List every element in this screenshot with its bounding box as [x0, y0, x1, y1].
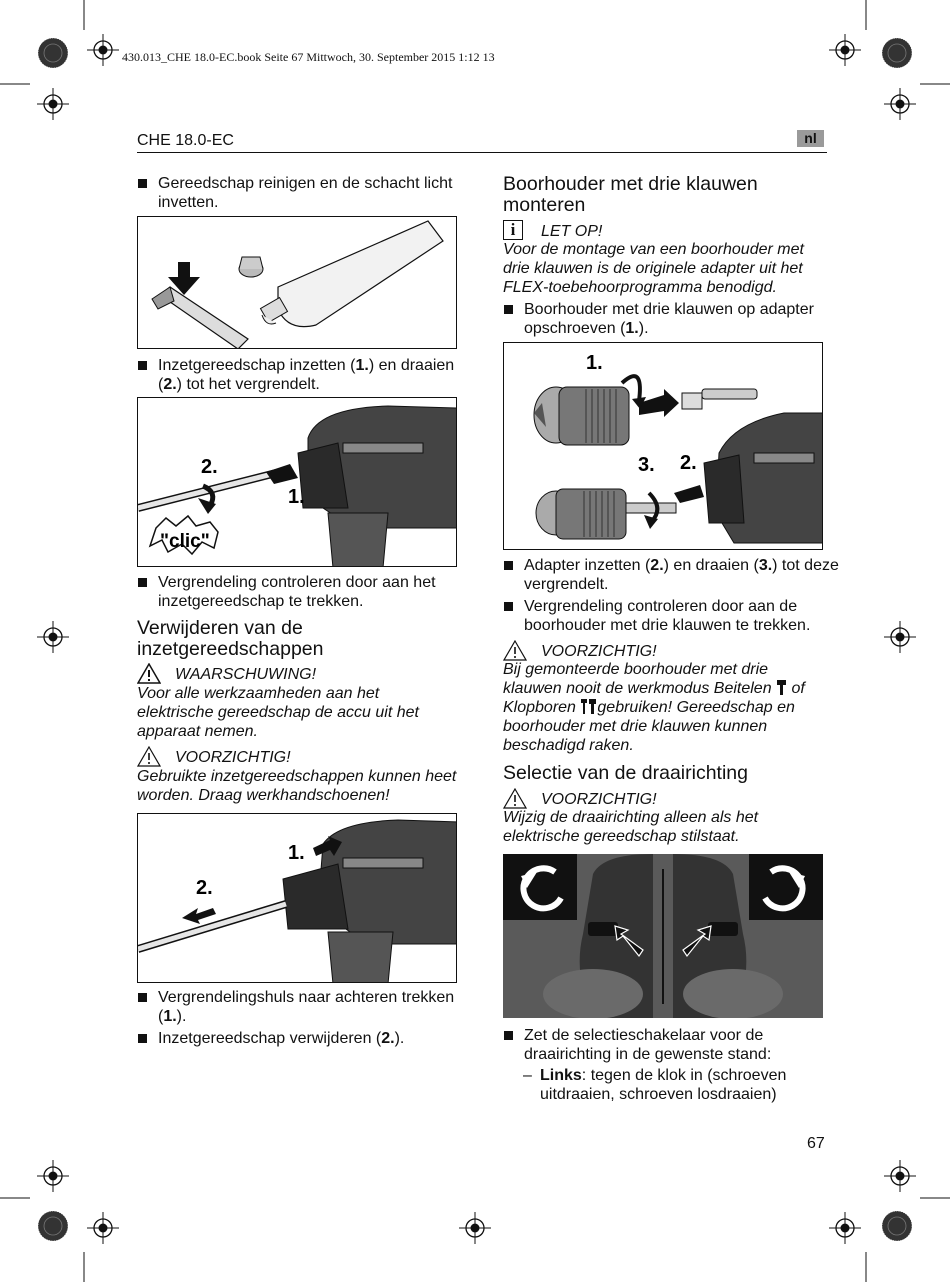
- note-text: Voor de montage van een boorhouder met drie klauwen is de originele adapter uit het FLEX-toebehoorprogramma benodigd.: [503, 241, 804, 296]
- page-number: 67: [807, 1135, 825, 1152]
- info-icon: i: [503, 220, 523, 240]
- caution-row: [503, 788, 657, 810]
- note-label: LET OP!: [541, 223, 603, 240]
- caution-text: Wijzig de draairichting alleen als het elektrische gereedschap stilstaat.: [503, 809, 759, 845]
- caution-text: Gebruikte inzetgereedschappen kunnen heet worden. Draag werkhandschoenen!: [137, 768, 457, 804]
- list-item: Zet de selectieschakelaar voor de draairichting in de gewenste stand:: [503, 1026, 847, 1064]
- list-item: Vergrendeling controleren door aan de boorhouder met drie klauwen te trekken.: [503, 597, 847, 635]
- click-sound-label: "clic": [160, 531, 210, 552]
- caution-text: Bij gemonteerde boorhouder met drie klauwen nooit de werkmodus Beitelen of Klopboren gebruiken! Gereedschap en boorhouder met drie klauwen kunnen beschadigd raken.: [503, 661, 805, 754]
- caution-row: [503, 640, 657, 662]
- list-item: Vergrendeling controleren door aan het inzetgereedschap te trekken.: [137, 573, 478, 611]
- chisel-mode-icon: [776, 679, 787, 696]
- right-arrow-icon: [639, 389, 679, 417]
- language-badge: nl: [797, 130, 824, 147]
- rotation-selector-illustration: [503, 854, 823, 1018]
- list-item: Adapter inzetten (2.) en draaien (3.) tot deze vergrendelt.: [503, 556, 847, 594]
- caution-triangle-icon: [503, 640, 527, 661]
- header-rule: [137, 152, 827, 153]
- page-header-title: CHE 18.0-EC: [137, 132, 234, 149]
- list-item: Gereedschap reinigen en de schacht licht invetten.: [137, 174, 458, 212]
- hammer-drill-mode-icon: [580, 698, 597, 715]
- book-info-line: 430.013_CHE 18.0-EC.book Seite 67 Mittwoch, 30. September 2015 1:12 13: [122, 50, 495, 64]
- warning-label: WAARSCHUWING!: [175, 666, 317, 683]
- list-item: Vergrendelingshuls naar achteren trekken (1.).: [137, 988, 478, 1026]
- caution-triangle-icon: [503, 788, 527, 809]
- dash-item: – Links: tegen de klok in (schroeven uitdraaien, schroeven losdraaien): [523, 1067, 787, 1103]
- caution-triangle-icon: [137, 746, 161, 767]
- step-label: 1.: [288, 842, 305, 864]
- warning-text: Voor alle werkzaamheden aan het elektrische gereedschap de accu uit het apparaat nemen.: [137, 685, 419, 740]
- caution-row: [137, 746, 291, 768]
- section-heading: Selectie van de draairichting: [503, 762, 748, 784]
- right-arrow-icon: [674, 485, 704, 503]
- list-item: Inzetgereedschap inzetten (1.) en draaien (2.) tot het vergrendelt.: [137, 356, 458, 394]
- figure-rotation-selector: [503, 854, 823, 1018]
- caution-label: VOORZICHTIG!: [175, 749, 291, 766]
- list-item: Boorhouder met drie klauwen op adapter opschroeven (1.).: [503, 300, 847, 338]
- insert-tool-illustration: [138, 398, 457, 567]
- step-label: 1.: [288, 486, 305, 508]
- step-label: 2.: [201, 456, 218, 478]
- caution-label: VOORZICHTIG!: [541, 643, 657, 660]
- caution-label: VOORZICHTIG!: [541, 791, 657, 808]
- remove-tool-illustration: [138, 814, 457, 983]
- step-label: 2.: [196, 877, 213, 899]
- right-arrow-icon: [266, 464, 298, 484]
- step-label: 2.: [680, 452, 697, 474]
- section-heading: Boorhouder met drie klauwen monteren: [503, 173, 758, 216]
- warning-row: [137, 663, 317, 685]
- step-label: 3.: [638, 454, 655, 476]
- left-arrow-icon: [182, 908, 216, 924]
- figure-remove-tool: [137, 813, 457, 983]
- grease-tube-illustration: [138, 217, 457, 349]
- section-heading: Verwijderen van de inzetgereedschappen: [137, 617, 324, 660]
- chuck-mount-illustration: [504, 343, 823, 550]
- list-item: Inzetgereedschap verwijderen (2.).: [137, 1029, 478, 1048]
- step-label: 1.: [586, 352, 603, 374]
- figure-insert-tool: [137, 397, 457, 567]
- warning-triangle-icon: [137, 663, 161, 684]
- figure-clean-grease: [137, 216, 457, 349]
- figure-mount-chuck: [503, 342, 823, 550]
